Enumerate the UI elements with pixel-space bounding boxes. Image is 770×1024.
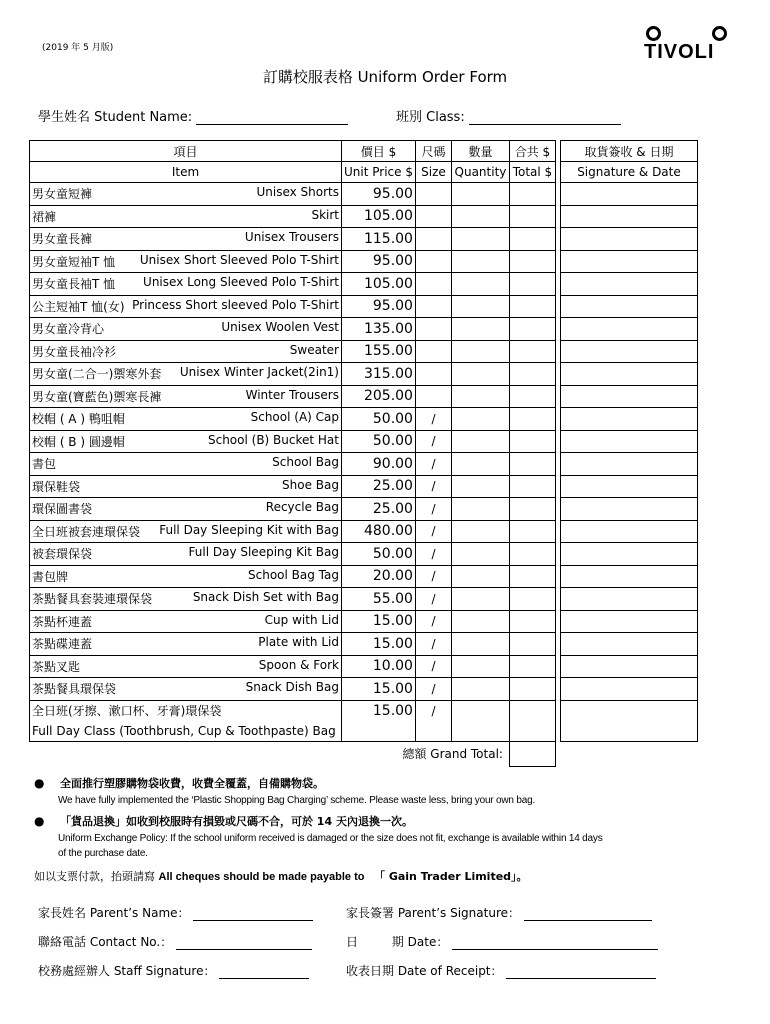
item-zh: 全日班被套連環保袋 [32, 524, 141, 539]
date-label: 期 Date： [391, 935, 449, 949]
item-en: Sweater [289, 342, 339, 357]
item-cell [30, 453, 342, 476]
signature-cell[interactable] [560, 183, 697, 206]
item-en: Unisex Short Sleeved Polo T-Shirt [139, 252, 339, 267]
item-cell [30, 588, 342, 611]
logo-dot-left-icon [646, 26, 661, 41]
item-zh: 被套環保袋 [32, 547, 93, 562]
size-cell[interactable] [415, 273, 451, 296]
item-zh: 茶點餐具套裝連環保袋 [32, 592, 153, 607]
student-name-line[interactable] [196, 111, 348, 125]
total-cell[interactable] [509, 205, 555, 228]
form-title: 訂購校服表格 Uniform Order Form [262, 68, 508, 86]
signature-cell[interactable] [560, 565, 697, 588]
total-cell[interactable] [509, 385, 555, 408]
item-en: Snack Dish Set with Bag [192, 590, 339, 605]
size-cell[interactable] [415, 205, 451, 228]
total-cell[interactable] [509, 678, 555, 701]
item-en: Recycle Bag [265, 500, 339, 515]
item-zh: 書包 [32, 457, 57, 472]
price-cell: 50.00 [342, 430, 416, 453]
qty-cell[interactable] [451, 295, 509, 318]
total-cell[interactable] [509, 633, 555, 656]
price-cell: 115.00 [342, 228, 416, 251]
item-cell [30, 543, 342, 566]
price-cell: 315.00 [342, 363, 416, 386]
item-cell [30, 340, 342, 363]
price-cell: 15.00 [342, 678, 416, 701]
total-cell[interactable] [509, 228, 555, 251]
item-zh: 男女童(二合一)禦寒外套 [32, 367, 162, 382]
signature-cell[interactable] [560, 633, 697, 656]
table-row [30, 385, 698, 408]
total-cell[interactable] [509, 273, 555, 296]
item-zh: 男女童長袖冷衫 [32, 344, 117, 359]
table-row [30, 588, 698, 611]
signature-cell[interactable] [560, 520, 697, 543]
qty-cell[interactable] [451, 543, 509, 566]
table-row [30, 205, 698, 228]
signature-cell[interactable] [560, 250, 697, 273]
item-zh: 茶點杯連蓋 [32, 614, 93, 629]
logo-text: TIVOLI [644, 41, 715, 63]
table-row [30, 498, 698, 521]
parent-name-line[interactable] [193, 907, 313, 921]
item-zh: 男女童長袖T 恤 [32, 277, 116, 292]
qty-cell[interactable] [451, 678, 509, 701]
item-zh: 環保鞋袋 [32, 479, 81, 494]
header-sig-en: Signature & Date [560, 162, 697, 183]
grand-total-cell[interactable] [509, 741, 555, 766]
header-total-zh: 合共 $ [509, 141, 555, 162]
qty-cell[interactable] [451, 453, 509, 476]
item-cell [30, 385, 342, 408]
signature-cell[interactable] [560, 543, 697, 566]
total-cell[interactable] [509, 543, 555, 566]
signature-cell[interactable] [560, 273, 697, 296]
total-cell[interactable] [509, 340, 555, 363]
signature-cell[interactable] [560, 655, 697, 678]
qty-cell[interactable] [451, 475, 509, 498]
size-cell[interactable] [415, 250, 451, 273]
total-cell[interactable] [509, 453, 555, 476]
table-row [30, 633, 698, 656]
size-cell[interactable] [415, 363, 451, 386]
price-cell: 135.00 [342, 318, 416, 341]
class-line[interactable] [469, 111, 621, 125]
price-cell: 15.00 [342, 610, 416, 633]
note-2-en-line1: Uniform Exchange Policy: If the school uniform received is damaged or the size does not fit, exchange is available within 14 days [58, 833, 603, 844]
item-en: Winter Trousers [245, 387, 339, 402]
header-qty-zh: 數量 [451, 141, 509, 162]
signature-cell[interactable] [560, 318, 697, 341]
size-cell[interactable]: / [415, 588, 451, 611]
size-cell[interactable] [415, 228, 451, 251]
item-cell [30, 183, 342, 206]
item-cell [30, 318, 342, 341]
cheque-note [34, 868, 528, 884]
signature-cell[interactable] [560, 340, 697, 363]
grand-total-row [30, 741, 698, 766]
qty-cell[interactable] [451, 363, 509, 386]
table-header-row-en [30, 162, 698, 183]
bullet-icon: ● [34, 814, 45, 828]
signature-cell[interactable] [560, 453, 697, 476]
header-item-en: Item [30, 162, 342, 183]
total-cell[interactable] [509, 183, 555, 206]
header-item-zh: 項目 [30, 141, 342, 162]
table-row [30, 340, 698, 363]
table-row [30, 363, 698, 386]
item-cell [30, 520, 342, 543]
table-row [30, 250, 698, 273]
price-cell: 205.00 [342, 385, 416, 408]
item-zh: 茶點叉匙 [32, 659, 81, 674]
signature-cell[interactable] [560, 295, 697, 318]
item-en: School (A) Cap [250, 410, 339, 425]
contact-field[interactable] [38, 933, 312, 950]
header-size-en: Size [415, 162, 451, 183]
contact-line[interactable] [176, 936, 312, 950]
price-cell: 20.00 [342, 565, 416, 588]
qty-cell[interactable] [451, 610, 509, 633]
price-cell: 155.00 [342, 340, 416, 363]
qty-cell[interactable] [451, 250, 509, 273]
item-cell [30, 250, 342, 273]
item-en: Princess Short sleeved Polo T-Shirt [132, 297, 339, 312]
item-en: Full Day Class (Toothbrush, Cup & Toothpaste) Bag [32, 723, 336, 738]
item-en: Snack Dish Bag [245, 680, 339, 695]
cheque-zh: 如以支票付款，抬頭請寫 [34, 870, 155, 883]
qty-cell[interactable] [451, 385, 509, 408]
total-cell[interactable] [509, 700, 555, 741]
signature-cell[interactable] [560, 588, 697, 611]
item-zh: 男女童冷背心 [32, 322, 105, 337]
signature-cell[interactable] [560, 408, 697, 431]
qty-cell[interactable] [451, 700, 509, 741]
signature-cell[interactable] [560, 700, 697, 741]
table-row [30, 453, 698, 476]
note-1 [34, 775, 324, 791]
item-en: School (B) Bucket Hat [207, 432, 339, 447]
qty-cell[interactable] [451, 498, 509, 521]
item-zh: 全日班(牙擦、漱口杯、牙膏)環保袋 [32, 703, 222, 718]
signature-cell[interactable] [560, 363, 697, 386]
qty-cell[interactable] [451, 520, 509, 543]
table-row [30, 678, 698, 701]
item-en: Full Day Sleeping Kit with Bag [159, 522, 339, 537]
item-en: Skirt [311, 207, 339, 222]
table-row-last [30, 700, 698, 741]
total-cell[interactable] [509, 318, 555, 341]
class-field[interactable] [396, 106, 621, 125]
size-cell[interactable]: / [415, 430, 451, 453]
item-cell [30, 273, 342, 296]
item-cell [30, 610, 342, 633]
item-en: Unisex Long Sleeved Polo T-Shirt [143, 275, 339, 290]
header-price-en: Unit Price $ [342, 162, 416, 183]
item-en: Plate with Lid [258, 635, 339, 650]
size-cell[interactable]: / [415, 700, 451, 741]
total-cell[interactable] [509, 655, 555, 678]
note-2-zh: 「貨品退換」如收到校服時有損毀或尺碼不合，可於 14 天內退換一次。 [59, 815, 413, 828]
item-en: School Bag [272, 455, 339, 470]
header-sig-zh: 取貨簽收 & 日期 [560, 141, 697, 162]
item-en: Unisex Winter Jacket(2in1) [179, 365, 339, 380]
size-cell[interactable]: / [415, 655, 451, 678]
total-cell[interactable] [509, 408, 555, 431]
item-en: Unisex Woolen Vest [221, 320, 339, 335]
item-zh: 男女童(寶藍色)禦寒長褲 [32, 389, 162, 404]
size-cell[interactable] [415, 183, 451, 206]
item-zh: 男女童短褲 [32, 187, 93, 202]
table-row [30, 408, 698, 431]
price-cell: 15.00 [342, 700, 416, 741]
order-table [29, 140, 698, 767]
date-label-zh1: 日 [346, 935, 359, 949]
bullet-icon: ● [34, 776, 45, 790]
staff-signature-line[interactable] [219, 965, 309, 979]
qty-cell[interactable] [451, 205, 509, 228]
table-row [30, 520, 698, 543]
header-total-en: Total $ [509, 162, 555, 183]
date-field[interactable] [346, 933, 658, 950]
table-row [30, 273, 698, 296]
signature-cell[interactable] [560, 385, 697, 408]
item-zh: 茶點餐具環保袋 [32, 682, 117, 697]
price-cell: 95.00 [342, 183, 416, 206]
receipt-date-line[interactable] [506, 965, 656, 979]
note-2-en-line2: of the purchase date. [58, 848, 148, 859]
form-version: (2019 年 5 月版) [42, 43, 114, 53]
header-qty-en: Quantity [451, 162, 509, 183]
logo-dot-right-icon [712, 26, 727, 41]
qty-cell[interactable] [451, 565, 509, 588]
cheque-payee: 「 Gain Trader Limited」。 [374, 870, 528, 883]
size-cell[interactable]: / [415, 453, 451, 476]
signature-cell[interactable] [560, 430, 697, 453]
price-cell: 480.00 [342, 520, 416, 543]
contact-label: 聯絡電話 Contact No.： [38, 935, 173, 949]
item-en: Spoon & Fork [258, 657, 339, 672]
signature-cell[interactable] [560, 228, 697, 251]
total-cell[interactable] [509, 250, 555, 273]
price-cell: 10.00 [342, 655, 416, 678]
price-cell: 50.00 [342, 543, 416, 566]
item-en: Cup with Lid [264, 612, 339, 627]
price-cell: 50.00 [342, 408, 416, 431]
qty-cell[interactable] [451, 228, 509, 251]
item-cell [30, 295, 342, 318]
item-en: School Bag Tag [248, 567, 339, 582]
item-zh: 環保圖書袋 [32, 502, 93, 517]
item-cell [30, 475, 342, 498]
total-cell[interactable] [509, 520, 555, 543]
price-cell: 25.00 [342, 498, 416, 521]
qty-cell[interactable] [451, 588, 509, 611]
size-cell[interactable] [415, 385, 451, 408]
header-size-zh: 尺碼 [415, 141, 451, 162]
size-cell[interactable]: / [415, 520, 451, 543]
class-label: 班別 Class: [396, 110, 465, 125]
total-cell[interactable] [509, 475, 555, 498]
item-en: Unisex Trousers [244, 230, 339, 245]
student-name-field[interactable] [38, 106, 348, 125]
item-cell [30, 430, 342, 453]
header-price-zh: 價目 $ [342, 141, 416, 162]
item-cell [30, 205, 342, 228]
signature-cell[interactable] [560, 610, 697, 633]
note-2 [34, 813, 413, 829]
size-cell[interactable]: / [415, 678, 451, 701]
qty-cell[interactable] [451, 183, 509, 206]
size-cell[interactable] [415, 340, 451, 363]
table-row [30, 430, 698, 453]
qty-cell[interactable] [451, 273, 509, 296]
size-cell[interactable]: / [415, 543, 451, 566]
item-cell [30, 498, 342, 521]
qty-cell[interactable] [451, 340, 509, 363]
qty-cell[interactable] [451, 430, 509, 453]
table-row [30, 183, 698, 206]
size-cell[interactable]: / [415, 565, 451, 588]
staff-signature-label: 校務處經辦人 Staff Signature： [38, 964, 216, 978]
item-cell [30, 228, 342, 251]
student-name-label: 學生姓名 Student Name: [38, 110, 193, 125]
item-zh: 校帽 ( A ) 鴨咀帽 [32, 412, 125, 427]
receipt-date-label: 收表日期 Date of Receipt： [346, 964, 503, 978]
size-cell[interactable] [415, 295, 451, 318]
date-line[interactable] [452, 936, 658, 950]
total-cell[interactable] [509, 430, 555, 453]
item-zh: 公主短袖T 恤(女) [32, 299, 125, 314]
item-zh: 茶點碟連蓋 [32, 637, 93, 652]
staff-signature-field[interactable] [38, 962, 309, 979]
receipt-date-field[interactable] [346, 962, 656, 979]
item-en: Unisex Shorts [256, 185, 339, 200]
total-cell[interactable] [509, 588, 555, 611]
signature-cell[interactable] [560, 678, 697, 701]
item-zh: 校帽 ( B ) 圓邊帽 [32, 434, 125, 449]
item-en: Full Day Sleeping Kit Bag [188, 545, 339, 560]
parent-signature-line[interactable] [524, 907, 652, 921]
size-cell[interactable]: / [415, 610, 451, 633]
table-row [30, 543, 698, 566]
table-row [30, 295, 698, 318]
parent-signature-label: 家長簽署 Parent’s Signature： [346, 906, 521, 920]
size-cell[interactable]: / [415, 498, 451, 521]
table-row [30, 228, 698, 251]
table-row [30, 475, 698, 498]
table-row [30, 318, 698, 341]
price-cell: 90.00 [342, 453, 416, 476]
item-cell [30, 678, 342, 701]
qty-cell[interactable] [451, 318, 509, 341]
item-zh: 書包牌 [32, 569, 69, 584]
item-cell [30, 700, 342, 741]
item-cell [30, 655, 342, 678]
size-cell[interactable]: / [415, 475, 451, 498]
size-cell[interactable] [415, 318, 451, 341]
price-cell: 105.00 [342, 273, 416, 296]
signature-cell[interactable] [560, 498, 697, 521]
table-row [30, 565, 698, 588]
total-cell[interactable] [509, 610, 555, 633]
table-header-row-zh [30, 141, 698, 162]
price-cell: 95.00 [342, 250, 416, 273]
item-cell [30, 633, 342, 656]
size-cell[interactable]: / [415, 408, 451, 431]
parent-name-label: 家長姓名 Parent’s Name： [38, 906, 190, 920]
item-en: Shoe Bag [282, 477, 339, 492]
table-row [30, 610, 698, 633]
qty-cell[interactable] [451, 408, 509, 431]
signature-cell[interactable] [560, 205, 697, 228]
qty-cell[interactable] [451, 633, 509, 656]
price-cell: 55.00 [342, 588, 416, 611]
item-cell [30, 408, 342, 431]
price-cell: 15.00 [342, 633, 416, 656]
item-zh: 男女童長褲 [32, 232, 93, 247]
size-cell[interactable]: / [415, 633, 451, 656]
item-zh: 裙褲 [32, 209, 57, 224]
note-1-zh: 全面推行塑膠購物袋收費，收費全覆蓋，自備購物袋。 [59, 777, 324, 790]
tivoli-logo [640, 26, 732, 64]
total-cell[interactable] [509, 363, 555, 386]
cheque-en: All cheques should be made payable to [158, 871, 365, 883]
signature-cell[interactable] [560, 475, 697, 498]
price-cell: 95.00 [342, 295, 416, 318]
grand-total-label: 總額 Grand Total: [402, 747, 503, 762]
note-1-en: We have fully implemented the ‘Plastic Shopping Bag Charging’ scheme. Please waste less, bring your own bag. [58, 795, 536, 806]
parent-signature-field[interactable] [346, 904, 652, 921]
total-cell[interactable] [509, 295, 555, 318]
item-zh: 男女童短袖T 恤 [32, 254, 116, 269]
item-cell [30, 363, 342, 386]
parent-name-field[interactable] [38, 904, 313, 921]
price-cell: 25.00 [342, 475, 416, 498]
table-row [30, 655, 698, 678]
total-cell[interactable] [509, 498, 555, 521]
total-cell[interactable] [509, 565, 555, 588]
price-cell: 105.00 [342, 205, 416, 228]
item-cell [30, 565, 342, 588]
grand-total-blank [560, 741, 697, 766]
qty-cell[interactable] [451, 655, 509, 678]
